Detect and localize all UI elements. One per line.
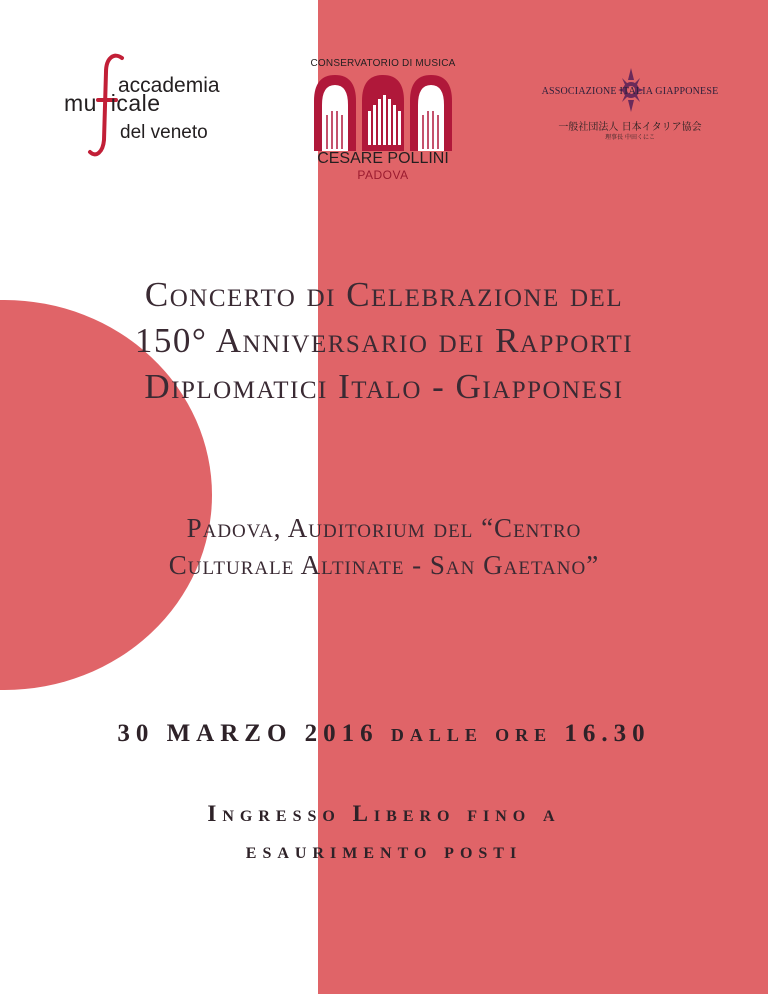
- venue-line-1: Padova, Auditorium del “Centro: [186, 513, 582, 543]
- conservatorio-top-text: CONSERVATORIO DI MUSICA: [310, 58, 456, 69]
- associazione-japanese-name: 一般社団法人 日本イタリア協会: [558, 122, 702, 133]
- associazione-subtitle: 理事長 中田くにこ: [605, 134, 655, 141]
- title-line-3: Diplomatici Italo - Giapponesi: [144, 367, 624, 406]
- associazione-title: ASSOCIAZIONE ITALIA GIAPPONESE: [541, 86, 719, 97]
- title-line-1: Concerto di Celebrazione del: [144, 275, 624, 314]
- entry-line-1: Ingresso Libero fino a: [207, 801, 561, 826]
- musicale-text: mu icale: [64, 90, 161, 116]
- venue-line-2: Culturale Altinate - San Gaetano”: [168, 550, 600, 580]
- accademia-text: accademia: [118, 74, 220, 97]
- entry-line-2: esaurimento posti: [245, 838, 523, 863]
- event-date: 30 MARZO 2016 dalle ore 16.30: [117, 720, 651, 747]
- event-title: [40, 272, 728, 410]
- organ-arches-icon: [312, 71, 454, 151]
- conservatorio-city: PADOVA: [357, 168, 409, 182]
- event-venue: [40, 510, 728, 584]
- associazione-logo: [535, 68, 725, 148]
- accademia-musicale-logo: [62, 52, 252, 162]
- del-veneto-text: del veneto: [120, 122, 208, 143]
- entry-info: [40, 795, 728, 869]
- conservatorio-name: CESARE POLLINI: [317, 150, 449, 167]
- title-line-2: 150° Anniversario dei Rapporti: [134, 321, 634, 360]
- conservatorio-logo: [308, 58, 458, 190]
